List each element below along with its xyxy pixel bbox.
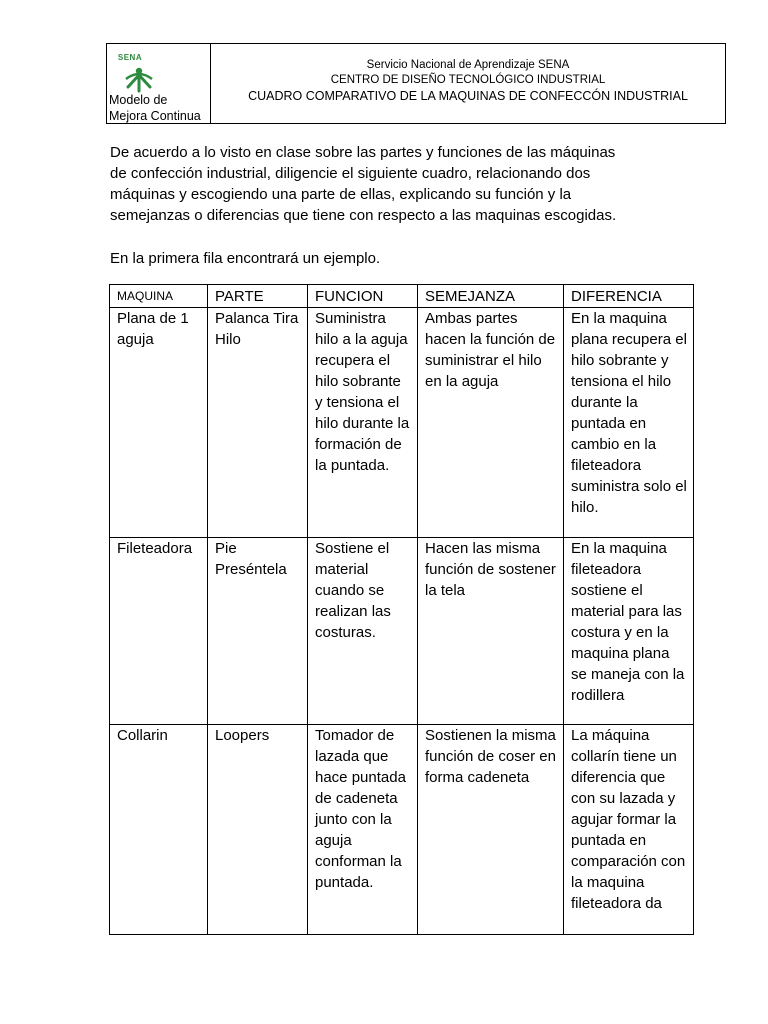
logo-caption-line1: Modelo de: [109, 93, 168, 107]
cell-maquina: Plana de 1 aguja: [110, 308, 208, 538]
document-title: CUADRO COMPARATIVO DE LA MAQUINAS DE CONFECCÓN INDUSTRIAL: [248, 89, 688, 103]
cell-diferencia: La máquina collarín tiene un diferencia que con su lazada y agujar formar la puntada en comparación con la maquina fileteadora da: [564, 725, 694, 935]
table-header-row: [110, 285, 694, 308]
cell-funcion: Suministra hilo a la aguja recupera el hilo sobrante y tensiona el hilo durante la formación de la puntada.: [308, 308, 418, 538]
instructions-line: semejanzas o diferencias que tiene con respecto a las maquinas escogidas.: [110, 207, 617, 224]
table-row: [110, 725, 694, 935]
instructions-line: De acuerdo a lo visto en clase sobre las partes y funciones de las máquinas: [110, 144, 616, 161]
instructions-paragraph: [110, 142, 690, 226]
logo-caption-line2: Mejora Continua: [109, 108, 201, 123]
table-row: [110, 538, 694, 725]
cell-parte: Palanca Tira Hilo: [208, 308, 308, 538]
instructions-line: máquinas y escogiendo una parte de ellas, explicando su función y la: [110, 186, 572, 203]
column-header-semejanza: SEMEJANZA: [418, 285, 564, 308]
cell-funcion: Tomador de lazada que hace puntada de cadeneta junto con la aguja conforman la puntada.: [308, 725, 418, 935]
cell-semejanza: Hacen las misma función de sostener la tela: [418, 538, 564, 725]
logo-cell: [107, 44, 211, 123]
column-header-funcion: FUNCION: [308, 285, 418, 308]
instructions-line: de confección industrial, diligencie el siguiente cuadro, relacionando dos: [110, 165, 591, 182]
cell-semejanza: Sostienen la misma función de coser en forma cadeneta: [418, 725, 564, 935]
header-title-cell: [211, 44, 725, 123]
logo-caption: [109, 93, 201, 124]
example-note: En la primera fila encontrará un ejemplo.: [110, 250, 381, 267]
document-header: [106, 43, 726, 124]
cell-diferencia: En la maquina plana recupera el hilo sobrante y tensiona el hilo durante la puntada en cambio en la fileteadora suministra solo el hilo.: [564, 308, 694, 538]
center-name: CENTRO DE DISEÑO TECNOLÓGICO INDUSTRIAL: [330, 74, 606, 86]
comparison-table: [109, 284, 694, 935]
table-row: [110, 308, 694, 538]
column-header-diferencia: DIFERENCIA: [564, 285, 694, 308]
cell-semejanza: Ambas partes hacen la función de suministrar el hilo en la aguja: [418, 308, 564, 538]
cell-funcion: Sostiene el material cuando se realizan las costuras.: [308, 538, 418, 725]
cell-parte: Pie Preséntela: [208, 538, 308, 725]
column-header-maquina: MAQUINA: [110, 285, 208, 308]
column-header-parte: PARTE: [208, 285, 308, 308]
cell-diferencia: En la maquina fileteadora sostiene el material para las costura y en la maquina plana se maneja con la rodillera: [564, 538, 694, 725]
cell-parte: Loopers: [208, 725, 308, 935]
cell-maquina: Collarin: [110, 725, 208, 935]
logo-wordmark: SENA: [117, 53, 143, 62]
cell-maquina: Fileteadora: [110, 538, 208, 725]
institution-name: Servicio Nacional de Aprendizaje SENA: [366, 59, 570, 71]
